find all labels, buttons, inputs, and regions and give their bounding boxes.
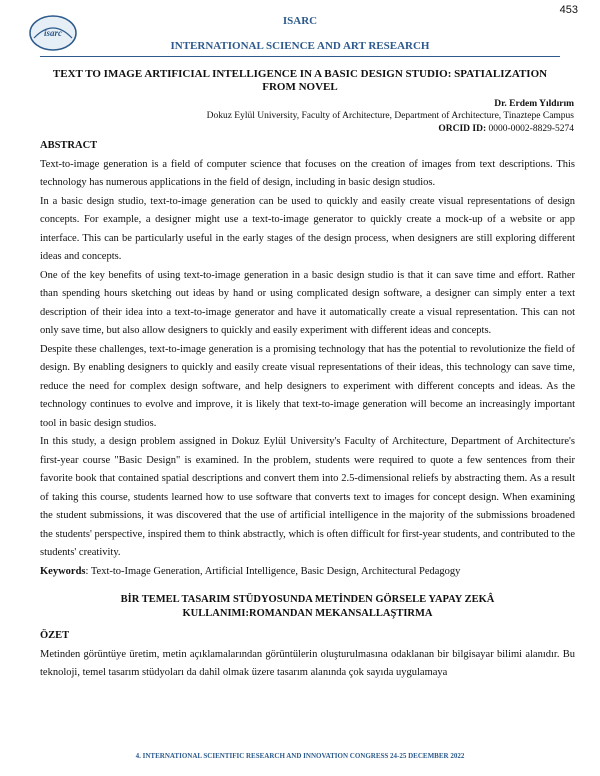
conference-short-name: ISARC: [282, 15, 318, 27]
page-footer: 4. INTERNATIONAL SCIENTIFIC RESEARCH AND INNOVATION CONGRESS 24-25 DECEMBER 2022: [135, 752, 465, 760]
ozet-heading: ÖZET: [40, 630, 70, 641]
abstract-paragraph: In this study, a design problem assigned in Dokuz Eylül University's Faculty of Architecture, Department of Architecture's first-year course "Basic Design" is examined. In the problem, students were required to quote a few sentences from their favorite book that contained spatial descriptions and convert them into 2.5-dimensional reliefs by abstracting them. As a result of taking this course, students learned how to use software that converts text to images for concept design. When examining the student submissions, it was discovered that the use of artificial intelligence in the majority of the submissions broadened the students' perspective, inspired them to think abstractly, which is often difficult for first-year students, and contributed to the students' creativity.: [40, 436, 575, 558]
abstract-paragraph: One of the key benefits of using text-to-image generation in a basic design studio is that it can save time and effort. Rather than spending hours sketching out ideas by hand or using complicated design software, a designer can simply enter a text description of their idea into a text-to-image generator and have it automatically create a visual representation. This can not only save time, but also allow designers to quickly and easily experiment with different ideas and concepts.: [40, 269, 575, 336]
page-number: 453: [559, 4, 578, 16]
turkish-title: BİR TEMEL TASARIM STÜDYOSUNDA METİNDEN GÖRSELE YAPAY ZEKÂ KULLANIMI:ROMANDAN MEKANSALLAŞTIRMA: [120, 594, 495, 619]
abstract-heading: ABSTRACT: [40, 140, 98, 151]
abstract-paragraph: Despite these challenges, text-to-image generation is a promising technology that has the potential to revolutionize the field of design. By enabling designers to quickly and easily create visual representations of their ideas, this technology can save time, reduce the need for complex design software, and help designers to experiment with different concepts and ideas. As the technology continues to evolve and improve, it is likely that text-to-image generation will become an increasingly important tool in basic design studios.: [40, 343, 575, 429]
paper-body: [40, 137, 575, 683]
conference-full-name: INTERNATIONAL SCIENCE AND ART RESEARCH: [170, 40, 430, 52]
author-orcid: [438, 124, 574, 134]
author-name: Dr. Erdem Yıldırım: [494, 99, 574, 109]
keywords: [40, 563, 575, 582]
orcid-value: 0000-0002-8829-5274: [486, 124, 574, 134]
abstract-paragraph: In a basic design studio, text-to-image generation can be used to quickly and easily create visual representations of design concepts. For example, a designer might use a text-to-image generator to quickly create a mock-up of a website or app interface. This can be particularly useful in the early stages of the design process, when designers are still exploring different ideas and concepts.: [40, 195, 575, 262]
keywords-label: Keywords: [40, 565, 86, 577]
abstract-paragraph: Text-to-image generation is a field of computer science that focuses on the creation of images from text descriptions. This technology has numerous applications in the field of design, including in basic design studios.: [40, 158, 575, 188]
header-divider: [40, 56, 560, 57]
keywords-list: : Text-to-Image Generation, Artificial Intelligence, Basic Design, Architectural Pedagogy: [85, 565, 461, 577]
ozet-paragraph: Metinden görüntüye üretim, metin açıklamalarından görüntülerin oluşturulmasına odaklanan bir bilgisayar bilimi alanıdır. Bu teknoloji, temel tasarım stüdyoları da dahil olmak üzere tasarım alanında çok sayıda uygulamaya: [40, 648, 575, 678]
logo-text: isarc: [44, 28, 62, 38]
orcid-label: ORCID ID:: [438, 124, 487, 134]
author-affiliation: Dokuz Eylül University, Faculty of Architecture, Department of Architecture, Tinaztepe Campus: [206, 111, 574, 121]
paper-title: TEXT TO IMAGE ARTIFICIAL INTELLIGENCE IN A BASIC DESIGN STUDIO: SPATIALIZATION FROM NOVEL: [52, 68, 548, 93]
